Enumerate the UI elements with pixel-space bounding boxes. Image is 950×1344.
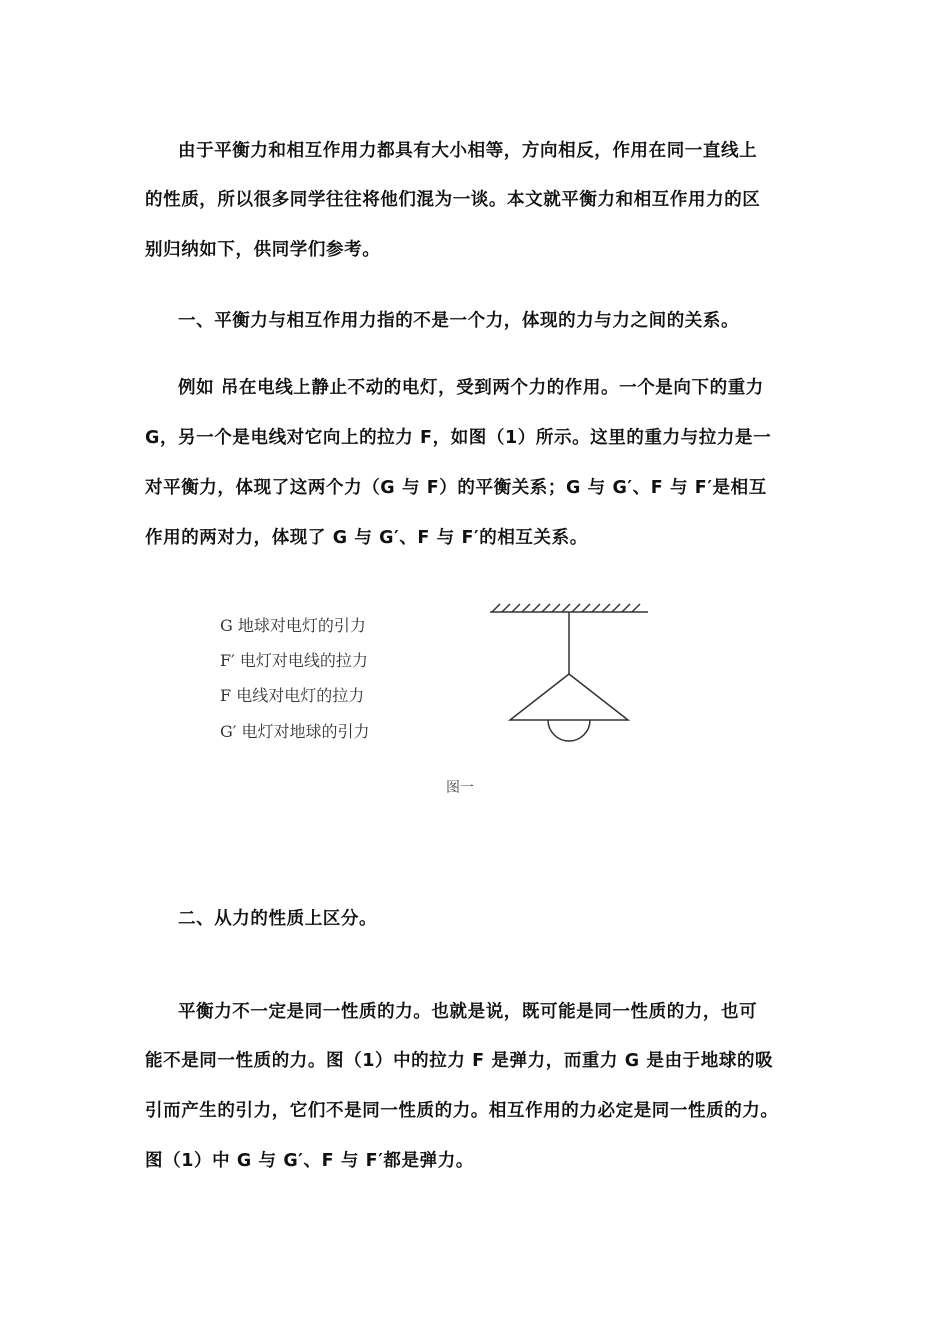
lampshade [510,674,628,720]
legend-g: G 地球对电灯的引力 [220,616,366,635]
legend-g-prime: G′ 电灯对地球的引力 [220,722,370,741]
section2-line-3: 引而产生的引力，它们不是同一性质的力。相互作用的力必定是同一性质的力。 [145,1101,779,1121]
intro-line-1: 由于平衡力和相互作用力都具有大小相等，方向相反，作用在同一直线上 [178,141,758,161]
section2-line-4: 图（1）中 G 与 G′、F 与 F′都是弹力。 [145,1151,474,1171]
intro-line-2: 的性质，所以很多同学往往将他们混为一谈。本文就平衡力和相互作用力的区 [145,190,761,210]
section1-heading: 一、平衡力与相互作用力指的不是一个力，体现的力与力之间的关系。 [178,311,740,331]
section1-line-1: 例如 吊在电线上静止不动的电灯，受到两个力的作用。一个是向下的重力 [178,378,764,398]
section1-line-3: 对平衡力，体现了这两个力（G 与 F）的平衡关系；G 与 G′、F 与 F′是相互 [145,478,767,498]
section1-line-2: G，另一个是电线对它向上的拉力 F，如图（1）所示。这里的重力与拉力是一 [145,428,772,448]
bulb [548,720,590,741]
section2-heading: 二、从力的性质上区分。 [178,909,378,929]
intro-line-3: 别归纳如下，供同学们参考。 [145,240,381,260]
section2-line-1: 平衡力不一定是同一性质的力。也就是说，既可能是同一性质的力，也可 [178,1002,758,1022]
hanging-lamp-diagram [480,596,660,756]
legend-f: F 电线对电灯的拉力 [220,686,365,705]
section1-line-4: 作用的两对力，体现了 G 与 G′、F 与 F′的相互关系。 [145,528,588,548]
section2-line-2: 能不是同一性质的力。图（1）中的拉力 F 是弹力，而重力 G 是由于地球的吸 [145,1051,774,1071]
ceiling [490,604,648,612]
figure-caption: 图一 [446,780,474,796]
legend-f-prime: F′ 电灯对电线的拉力 [220,651,368,670]
